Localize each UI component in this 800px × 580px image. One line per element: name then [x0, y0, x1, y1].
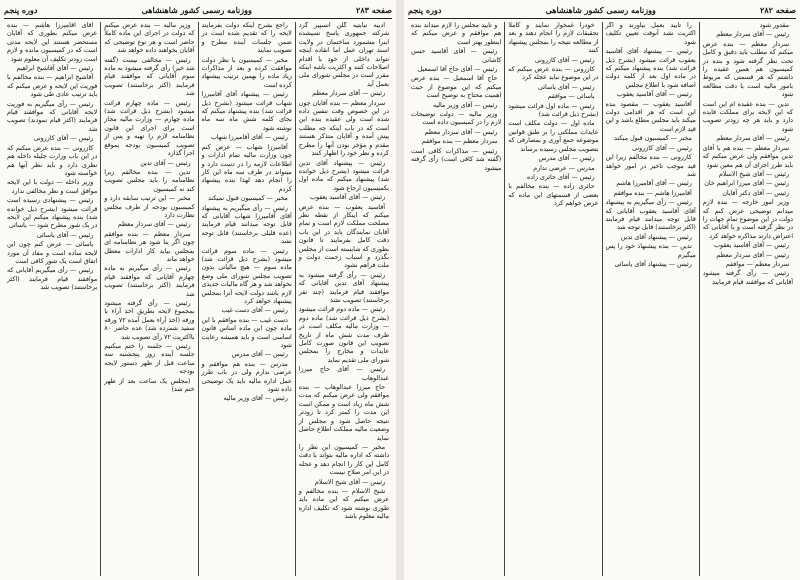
left-header-rule	[4, 18, 392, 19]
paragraph: رئیس — آقای آقامیرزا شهاب	[210, 134, 288, 142]
paragraph: رئیس — آقای سردار معظم	[716, 251, 789, 259]
paragraph: رئیس — آقای شیخ الاسلام	[314, 478, 385, 486]
paragraph: رئیس — رأی میگیریم به ماده چهارم آقایانی که موافقند قیام فرمایند (اکثر برخاستند) تصویب شد	[104, 265, 195, 298]
paragraph: ادبیه نیابتیه گلن انسپیر گرد شرکته جمهوری پاسخ نسپشده اینرا مشمورد ساختمان در ولایت اسند تهران عمل اما انقاده اینچه نتواند داخلی از خود با اقدام اصلاحات کنند و اکثریت باشه اینکه مقرر است در مجلس شورای ملی بعمل آید	[298, 22, 389, 88]
paragraph: آقامیرزا هاشم — بنده موافقم	[613, 189, 692, 197]
left-page	[0, 0, 396, 580]
paragraph: حائری زاده — بنده مخالفم با بعضی از قسمتهای این ماده که عرض خواهم کرد	[508, 183, 599, 208]
paragraph: رئیس — آقای سردار معظم	[312, 90, 385, 98]
paragraph: مدرس — عرضی ندارم	[533, 164, 595, 172]
paragraph: کازرونی — بنده مخالفم زیرا این قید موجب تاخیر در امور خواهد شد	[605, 154, 696, 178]
paragraph: رئیس — آقای مدرس	[538, 155, 595, 163]
paragraph: رئیس — آقای مدرس	[231, 351, 288, 359]
paragraph: رئیس — رأی گرفته میشود آقایانی که موافقند قیام فرمایند	[702, 270, 793, 286]
paragraph: رئیس — پیشنهاد آقای یاسائی	[614, 260, 692, 268]
paragraph: رئیس — پیشنهاد آقای آقاسید یعقوب قرائت میشود (بشرح ذیل قرائت شد) بنده پیشنهاد میکنم که در ماده اول بعد از کلمه دولت اضافه شود با اطلاع مجلس	[605, 48, 696, 89]
paragraph: مخبر — کمیسیون قبول میکند	[614, 135, 692, 143]
paragraph: مدرس — بنده هم موافقم و عرضی ندارم ولی در باب طرز عمل اداره مالیه باید یک توضیحی داده شود	[201, 360, 292, 394]
paragraph: حاج آقا اسمعیل — بنده عرض میکنم که این موضوع از حیث اهمیت محتاج به توضیح است	[411, 75, 502, 100]
paragraph: مخبر — کمیسیون با نظر دولت موافقت کرده و بعد از مذاکرات زیاد ماده را بهمین ترتیب پیشنهاد کرده است	[201, 56, 292, 89]
paragraph: رئیس — آقای یاسائی	[538, 83, 595, 91]
paragraph: دست غیب — بنده موافقم با این ماده چون این ماده اساس قانون اساسی است و باید همیشه رعایت شود	[201, 316, 292, 350]
paragraph: را تایید بعمل بیاورند و اگر اکثریت نشد آنوقت تعیین تکلیف شود	[605, 22, 696, 46]
paragraph: رئیس — مذاکرات کافی است (گفته شد کافی است) رأی گرفته میشود	[411, 147, 502, 172]
paragraph: کازرونی — بنده عرض میکنم که در این باب وزارت جلیله داخله هم نظری دارد و باید نظر آنها هم خواسته شود	[7, 144, 98, 177]
paragraph: رئیس — آقای سردار معظم	[716, 31, 789, 39]
paragraph: آقاسید یعقوب — مقصود بنده این است که هر اقدامی دولت میکند باید مجلس مطلع باشد و این قید لازم است	[605, 100, 696, 133]
paragraph: رئیس — رأی میگیریم به فوریت لایحه آقایانی که موافقند قیام فرمایند (اکثر قیام نمودند) تصویب شد	[7, 100, 98, 133]
paragraph: رئیس — آقای سردار معظم	[424, 128, 498, 136]
left-header-session: دوره پنجم	[4, 5, 38, 15]
paragraph: رئیس — آقای میرزا ابراهیم خان	[704, 180, 789, 188]
paragraph: رئیس — آقای آقاشیخ ابراهیم	[16, 65, 94, 73]
paragraph: رئیس — آقای حاج میرزا عبدالوهاب	[298, 366, 389, 382]
text-column	[700, 22, 796, 576]
paragraph: رئیس — آقای وزیر مالیه	[223, 395, 288, 403]
page-gutter	[396, 0, 404, 580]
paragraph: تدین — بنده مخالفم زیرا نظامنامه را باید مجلس تصویب کند نه کمیسیون	[104, 168, 195, 193]
paragraph: سردار معظم — بنده موافقم	[421, 138, 498, 146]
text-column	[296, 22, 392, 576]
paragraph: سردار معظم — بنده عرض میکنم که مطلب باید دقیق و کامل تحت نظر گرفته شود و بنده در کمیسیون هم همین عقیده را داشتم که هر قسمتی که مربوط بامور مالیه است با دقت مطالعه شود	[702, 40, 793, 99]
paragraph: و تایید مجلس را لازم میداند بنده هم موافقم و عرض میکنم که اینطور بهتر است	[411, 22, 502, 46]
text-column	[101, 22, 198, 576]
paragraph: رئیس — آقای آقامیرزا هاشم	[616, 180, 692, 188]
paragraph: سردار معظم — موافقم	[725, 260, 789, 268]
text-column	[505, 22, 602, 576]
paragraph: رئیس — آقای یاسائی	[36, 231, 94, 239]
paragraph: رئیس — پیشنهاد آقای تدین قرائت میشود (بشرح ذیل خوانده شد) پیشنهاد میکنم که ماده اول بکمیسیون ارجاع شود	[298, 159, 389, 192]
paragraph: رئیس — رأی میگیریم به پیشنهاد آقای آقامیرزا شهاب آقایانی که قابل توجه میدانند قیام فرمایند (عده قلیلی برخاستند) قابل توجه نشد	[201, 204, 292, 246]
paragraph: مخبر — این ترتیب سابقه دارد و کمیسیون بودجه از طرف مجلس نظارت دارد	[104, 195, 195, 219]
paragraph: سردار معظم — بنده هم با آقای تدین موافقم ولی عرض میکنم که باید طرز اجرای آن هم معین شود	[702, 144, 793, 169]
paragraph: سردار معظم — بنده موافقم چون اگر بنا شود هر نظامنامه ای بمجلس بیاید کار ادارات معطل خواهد ماند	[104, 230, 195, 263]
paragraph: رئیس — آقای شیخ الاسلام	[718, 170, 789, 178]
text-column	[199, 22, 296, 576]
paragraph: یاسائی — موافقم	[547, 93, 595, 101]
left-header-title: ووزنامه رسمی کشور شاهنشاهی	[141, 5, 252, 15]
text-column	[4, 22, 101, 576]
paragraph: رئیس — آقای حاج آقا اسمعیل	[417, 66, 498, 74]
paragraph: رئیس — آقای کازرونی	[534, 56, 595, 64]
paragraph: آقامیرزا شهاب — عرض کنم چون وزارت مالیه تمام ادارات و اطلاعات لازمه را در دست دارد و میتواند در ظرف سه ماه این کار را انجام دهد لهذا بنده پیشنهاد کردم	[201, 143, 292, 193]
paragraph: تدین — بنده عقیده ام این است که این لایحه برای مملکت فایده دارد و باید هر چه زودتر تصویب شود	[702, 100, 793, 133]
paragraph: وزیر مالیه — بنده عرض میکنم که دولت در اجرای این ماده کاملاً حاضر است و هر نوع توضیحی که آقایان بخواهند داده خواهد شد	[104, 22, 195, 55]
paragraph: آقاسید یعقوب — بنده عرض میکنم که اینکار از نقطه نظر مصلحت مملکت لازم است و تمام آقایان نمایندگان باید در این باب دقت کامل بفرمایند تا قانون بطوری که شایسته است از مجلس بگذرد و اسباب زحمت دولت و ملت فراهم نشود	[298, 203, 389, 270]
paragraph: رئیس — آقای سردار معظم	[716, 135, 789, 143]
paragraph: رئیس — جلسه را ختم میکنیم جلسه آینده روز پنجشنبه سه ساعت قبل از ظهر دستور لایحه بودجه	[104, 343, 195, 376]
right-page-columns	[408, 22, 796, 576]
paragraph: رئیس — آقای کازرونی	[632, 144, 692, 152]
paragraph: رئیس — پیشنهاد آقای آقامیرزا شهاب قرائت میشود (بشرح ذیل قرائت شد) بنده پیشنهاد میکنم که بجای کلمه شش ماه سه ماه نوشته شود	[201, 91, 292, 132]
paragraph: رئیس — پیشنهاد آقای تدین	[620, 233, 692, 241]
paragraph: رئیس — آقای آقاسید حسن کاشانی	[411, 48, 502, 64]
left-header-page-number: صفحه ۲۸۳	[356, 5, 392, 15]
paragraph: مخبر — کمیسیون این نظر را داشته که اداره مالیه بتواند با دقت کامل این کار را انجام دهد و عجله در این امر صلاح نیست	[298, 443, 389, 477]
paragraph: وزیر داخله — دولت با این لایحه موافق است و نظر مخالفی ندارد	[7, 179, 98, 195]
right-header-title: ووزنامه رسمی کشور شاهنشاهی	[545, 5, 656, 15]
paragraph: خودرا غمخوار نمایند و کاملاً تحقیقات لازم را انجام دهند و بعد از مطالعه نتیجه را بمجلس پیشنهاد کنند	[508, 22, 599, 55]
paragraph: حاج میرزا عبدالوهاب — بنده موافقم ولی عرض میکنم که مدت شش ماه زیاد است و ممکن است این مدت را کمتر کرد تا زودتر نتیجه حاصل شود و مجلس از وضعیت مالیه مملکت اطلاع حاصل نماید	[298, 384, 389, 442]
paragraph: شیخ الاسلام — بنده مخالفم و عرض میکنم که این ماده باید طوری نوشته شود که تکلیف اداره مالیه معلوم باشد	[298, 487, 389, 521]
paragraph: ماده اول — دولت مکلف است عایدات مملکتی را بر طبق قوانین موضوعه جمع آوری و بمصارفی که بتصویب مجلس رسیده برساند	[508, 120, 599, 153]
left-page-columns	[4, 22, 392, 576]
paragraph: وزیر مالیه — دولت توضیحات لازم را در کمیسیون داده است	[411, 111, 502, 127]
paragraph: رئیس — ماده سوم قرائت میشود (بشرح ذیل قرائت شد) ماده سوم — هیچ مالیاتی بدون تصویب مجلس شورای ملی وضع نخواهد شد و هر گاه مالیات جدیدی لازم باشد دولت لایحه آنرا بمجلس پیشنهاد خواهد کرد	[201, 247, 292, 305]
paragraph: کازرونی — بنده عرض میکنم که در این موضوع نباید عجله کرد	[508, 66, 599, 82]
paragraph: رئیس — رأی گرفته میشود بمجموع لایحه بطریق اخذ آراء با ورقه (اخذ آراء بعمل آمده ۷۲ ورقه سفید شمرده شد) عده حاضر ۸۰ بااکثریت ۷۲ رأی تصویب شد	[104, 300, 195, 341]
paragraph: مقدور شود	[759, 22, 789, 29]
paragraph: رئیس — رأی میگیریم به پیشنهاد آقای آقاسید یعقوب آقایانی که قابل توجه میدانند قیام فرمایند (اکثر برخاستند) قابل توجه شد	[605, 199, 696, 232]
paragraph: مخبر — کمیسیون قبول نمیکند	[207, 195, 288, 203]
paragraph: رئیس — آقای آقاسید یعقوب	[714, 242, 789, 250]
paragraph: رئیس — ماده دوم قرائت میشود (بشرح ذیل قرائت شد) ماده دوم — وزارت مالیه مکلف است در ظرف مدت شش ماه از تاریخ تصویب این قانون صورت کامل عایدات و مخارج را بمجلس شورای ملی تقدیم نماید	[298, 306, 389, 364]
paragraph: رئیس — آقای دکتر آقایان	[722, 189, 789, 197]
paragraph: رئیس — ماده چهارم قرائت میشود (بشرح ذیل قرائت شد) ماده چهارم — وزارت مالیه مجاز است برای اجرای این قانون نظامنامه لازم را تهیه و پس از تصویب کمیسیون بودجه بموقع اجرا گذارد	[104, 99, 195, 158]
paragraph: رئیس — آقای کازرونی	[33, 135, 94, 143]
paragraph: رئیس — مخالفی نیست (گفته شد خیر) رأی گرفته میشود به ماده سوم آقایانی که موافقند قیام فرمایند (اکثر برخاستند) تصویب شد	[104, 56, 195, 98]
paragraph: سردار معظم — بنده آقایان چون در این خصوص وقت تنفس داده شده است ولی عقیده بنده این است که در باب اینکه چه مطلب پیش آمده و آقایان متذکر هستند مقدم و مؤخر بودن آنها را مطرح کرده و نظر خود را اظهار کنند	[298, 99, 389, 158]
paragraph: رئیس — آقای دست غیب	[221, 307, 288, 315]
paragraph: رئیس — آقای سردار معظم	[117, 221, 191, 229]
right-page	[404, 0, 800, 580]
paragraph: رئیس — رأی میگیریم آقایانی که موافقند قیام فرمایند (اکثر برخاستند) تصویب شد	[7, 267, 98, 292]
left-page-header	[4, 3, 392, 17]
right-header-session: دوره پنجم	[408, 5, 442, 15]
paragraph: راجع بشرح اینکه دولت بفرمایند لایحه را که تقدیم شده است در ضمن جلسات آینده مطرح و تصویب نمایند	[201, 22, 292, 55]
paragraph: رئیس — رأی گرفته میشود به پیشنهاد آقای تدین آقایانی که موافقند قیام فرمایند (چند نفر برخاستند) تصویب نشد	[298, 271, 389, 304]
paragraph: آقاشیخ ابراهیم — بنده مخالفم با فوریت این لایحه و عرض میکنم که باید ترتیب عادی طی شود	[7, 74, 98, 99]
paragraph: رئیس — آقای حائری زاده	[527, 173, 595, 181]
right-page-header	[408, 3, 796, 17]
paragraph: رئیس — آقای آقاسید یعقوب	[310, 194, 385, 202]
paragraph: تدین — بنده پیشنهاد خود را پس میگیرم	[605, 243, 696, 259]
paragraph: رئیس — آقای آقاسید یعقوب	[616, 91, 692, 99]
right-header-rule	[408, 18, 796, 19]
paragraph: رئیس — پیشنهادی رسیده است قرائت میشود (بشرح ذیل خوانده شد) بنده پیشنهاد میکنم این لایحه در یک شور مطرح شود — یاسائی	[7, 197, 98, 230]
text-column	[408, 22, 505, 576]
paragraph: (مجلس یک ساعت بعد از ظهر ختم شد)	[104, 377, 195, 394]
paragraph: رئیس — آقای وزیر مالیه	[432, 101, 498, 109]
paragraph: رئیس — ماده اول قرائت میشود (بشرح ذیل قرائت شد)	[508, 102, 599, 119]
right-header-page-number: صفحه ۲۸۲	[760, 5, 796, 15]
text-column	[603, 22, 700, 576]
paragraph: وزیر امور خارجه — بنده لازم میدانم توضیحی عرض کنم که دولت در این موضوع تمام جهات را در نظر گرفته است و با آقایانی که اعتراض دارند مذاکره خواهد کرد	[702, 199, 793, 240]
paragraph: رئیس — آقای تدین	[140, 159, 191, 167]
paragraph: یاسائی — عرض کنم چون این لایحه ساده است و مفاد آن مورد اتفاق است یک شور کافی است	[7, 241, 98, 265]
paragraph: آقای آقامیرزا هاشم — بنده عرض میکنم بطوری که آقایان مستحضر هستند این لایحه مدتی است که در کمیسیون مانده و لازم است زودتر تکلیف آن معلوم شود	[7, 22, 98, 63]
